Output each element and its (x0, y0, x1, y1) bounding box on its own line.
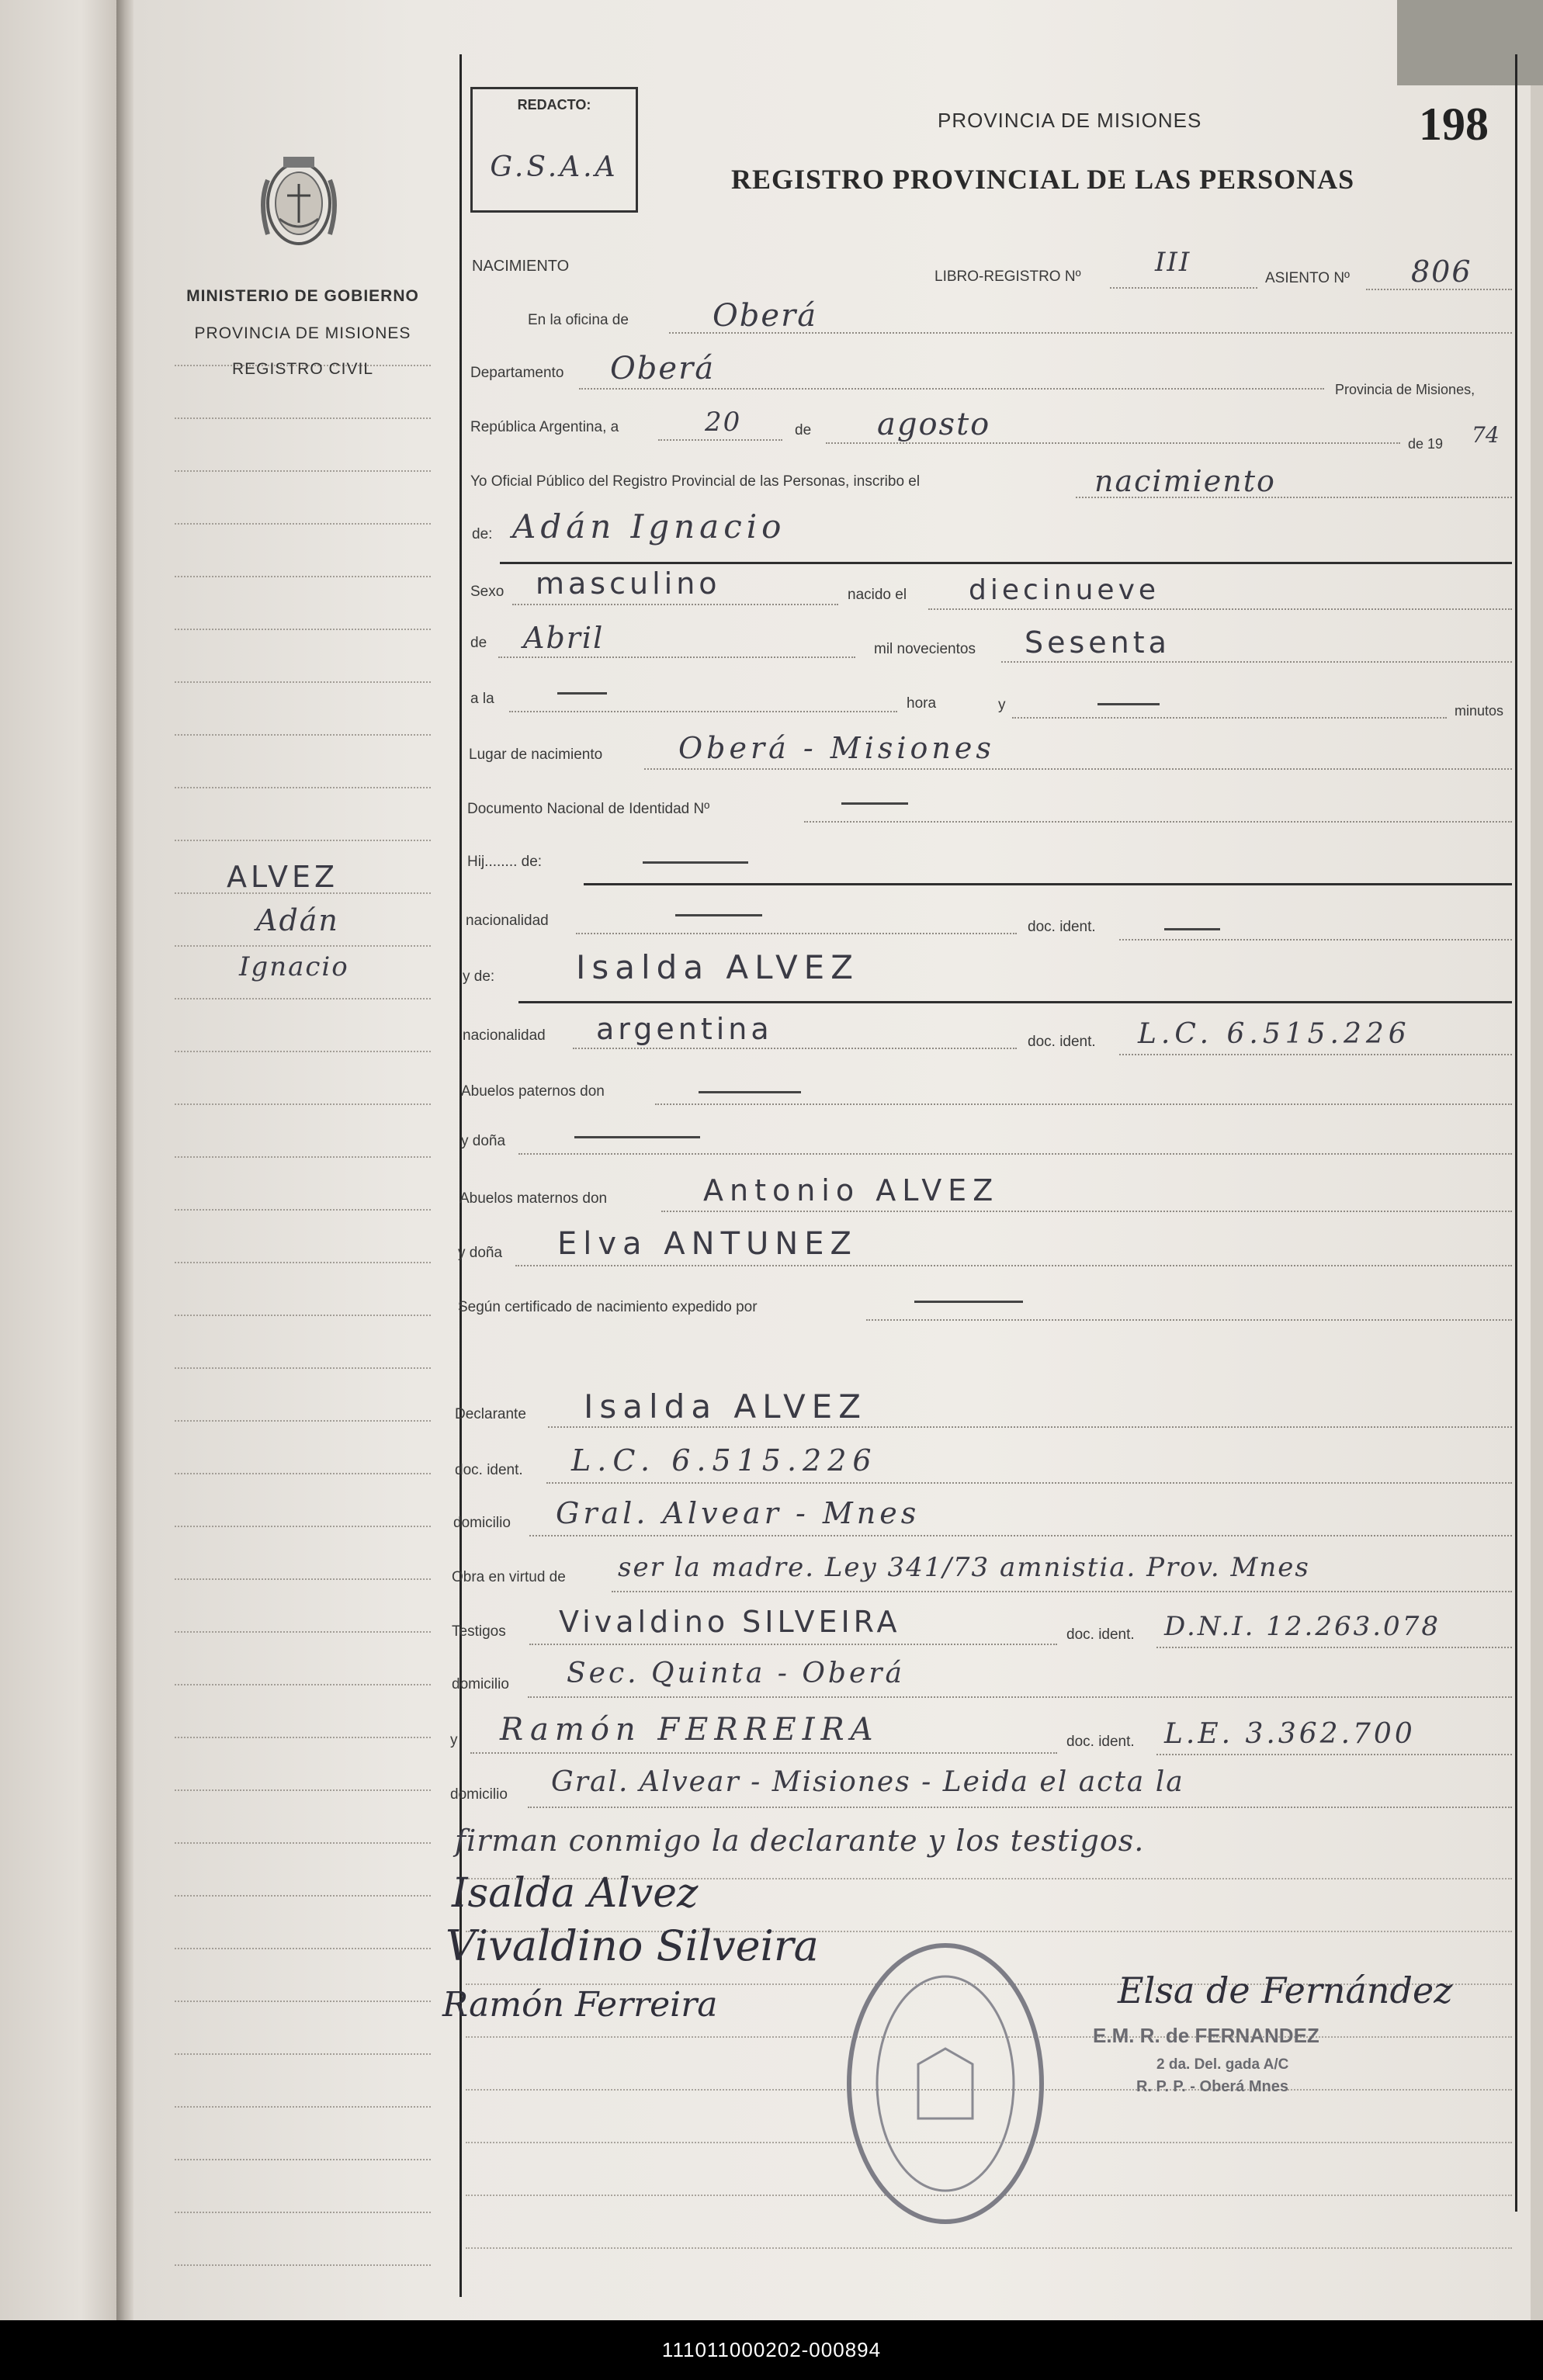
sexo-value: masculino (536, 566, 721, 601)
domicilio-declarante-line (529, 1535, 1512, 1536)
republica-label: República Argentina, a (470, 419, 619, 435)
domicilio-testigo2-label: domicilio (450, 1786, 508, 1803)
margin-ruled-line (175, 2053, 431, 2055)
margin-first-name: Adán (256, 903, 339, 937)
de-anio-label: de 19 (1408, 436, 1444, 452)
signature-declarante: Isalda Alvez (452, 1870, 699, 1917)
margin-ruled-line (175, 417, 431, 419)
testigo1-line (529, 1644, 1057, 1645)
doc-testigo1-label: doc. ident. (1066, 1627, 1135, 1643)
province-emblem (252, 149, 345, 258)
abuelos-paternos-label: Abuelos paternos don (461, 1083, 605, 1100)
minutos-line (1012, 717, 1447, 719)
minutos-dash (1097, 703, 1160, 705)
libro-value: III (1155, 247, 1191, 278)
yo-oficial-label: Yo Oficial Público del Registro Provincial de las Personas, inscribo el (470, 473, 921, 490)
emblem-icon (252, 149, 345, 258)
abuela-paterna-dash (574, 1136, 700, 1138)
nacido-mes-line (498, 656, 855, 658)
nacido-line (928, 608, 1512, 610)
lugar-value: Oberá - Misiones (678, 731, 995, 765)
obra-label: Obra en virtud de (452, 1569, 566, 1585)
doc-declarante-label: doc. ident. (455, 1462, 523, 1478)
page-corner-background (1397, 0, 1543, 85)
y-dona-paterna-label: y doña (461, 1133, 506, 1149)
testigo1-doc-value: D.N.I. 12.263.078 (1164, 1611, 1441, 1642)
margin-ruled-line (175, 945, 431, 947)
domicilio-testigo2-line (528, 1807, 1512, 1808)
doc-testigo1-line (1156, 1647, 1512, 1648)
margin-ruled-line (175, 2264, 431, 2266)
departamento-value: Oberá (610, 351, 716, 386)
libro-label: LIBRO-REGISTRO Nº (934, 268, 1081, 285)
abuela-materna-line (515, 1265, 1512, 1266)
official-stamp-office: R. P. P. - Oberá Mnes (1136, 2078, 1289, 2095)
abuelos-maternos-label: Abuelos maternos don (459, 1190, 608, 1207)
declarante-value: Isalda ALVEZ (584, 1387, 867, 1426)
margin-ruled-line (175, 470, 431, 472)
margin-ruled-line (175, 2106, 431, 2108)
madre-nacionalidad-value: argentina (596, 1012, 773, 1046)
lugar-label: Lugar de nacimiento (469, 747, 603, 763)
obra-value: ser la madre. Ley 341/73 amnistia. Prov. Mnes (618, 1552, 1310, 1583)
redacto-box (470, 87, 638, 213)
margin-ruled-line (175, 787, 431, 788)
margin-ruled-line (175, 1737, 431, 1738)
sexo-label: Sexo (470, 584, 505, 600)
margin-ruled-line (175, 629, 431, 630)
segun-line (866, 1319, 1512, 1321)
registry-title: REGISTRO PROVINCIAL DE LAS PERSONAS (731, 164, 1355, 195)
ministerio-label: MINISTERIO DE GOBIERNO (186, 287, 419, 305)
official-stamp-name: E.M. R. de FERNANDEZ (1093, 2024, 1319, 2047)
departamento-line (579, 388, 1324, 390)
dia-value: 20 (705, 407, 742, 438)
padre-dash (643, 861, 748, 864)
abuela-materna-value: Elva ANTUNEZ (557, 1226, 858, 1262)
madre-value: Isalda ALVEZ (576, 948, 859, 986)
testigo2-line (470, 1752, 1057, 1754)
y-dona-materna-label: y doña (458, 1245, 503, 1261)
a-la-label: a la (470, 691, 494, 707)
minutos-label: minutos (1455, 703, 1504, 719)
oficina-value: Oberá (713, 298, 818, 334)
de-mes-label: de (795, 422, 812, 438)
anio-value: 74 (1472, 422, 1500, 448)
nacido-anio-line (1001, 661, 1512, 663)
margin-ruled-line (175, 1262, 431, 1263)
nacionalidad-padre-label: nacionalidad (466, 913, 549, 929)
doc-padre-dash (1164, 928, 1220, 930)
nacido-label: nacido el (848, 587, 907, 603)
abuelo-paterno-dash (699, 1091, 801, 1093)
sexo-line (512, 604, 838, 605)
margin-ruled-line (175, 523, 431, 525)
y-de-label: y de: (463, 968, 495, 985)
nacionalidad-padre-line (576, 933, 1017, 934)
previous-page (0, 0, 116, 2320)
obra-line (612, 1591, 1512, 1592)
de-nombre-label: de: (472, 526, 493, 542)
hora-label: hora (907, 695, 937, 712)
margin-ruled-line (175, 1367, 431, 1369)
margin-second-name: Ignacio (239, 951, 349, 982)
domicilio-testigo1-label: domicilio (452, 1676, 509, 1692)
nacido-dia-value: diecinueve (969, 574, 1160, 606)
margin-ruled-line (175, 1684, 431, 1685)
asiento-label: ASIENTO Nº (1265, 270, 1350, 286)
doc-madre-label: doc. ident. (1028, 1034, 1096, 1050)
mil-novecientos-label: mil novecientos (874, 641, 976, 657)
book-gutter (116, 0, 133, 2320)
margin-ruled-line (175, 1631, 431, 1633)
testigo2-domicilio-value: Gral. Alvear - Misiones - Leida el acta la (551, 1766, 1184, 1798)
tipo-value: nacimiento (1094, 464, 1276, 498)
asiento-value: 806 (1411, 255, 1472, 289)
margin-ruled-line (175, 1526, 431, 1527)
signature-testigo2: Ramón Ferreira (442, 1985, 718, 2025)
nacionalidad-madre-line (573, 1048, 1017, 1049)
closing-text: firman conmigo la declarante y los testigos. (455, 1824, 1145, 1858)
nombre-value: Adán Ignacio (512, 508, 786, 546)
domicilio-declarante-label: domicilio (453, 1515, 511, 1531)
province-title: PROVINCIA DE MISIONES (938, 109, 1202, 132)
mes-line (826, 442, 1400, 444)
margin-ruled-line (175, 998, 431, 999)
dni-dash (841, 802, 908, 805)
redacto-label: REDACTO: (517, 97, 591, 113)
libro-line (1110, 287, 1257, 289)
margin-ruled-line (175, 1842, 431, 1844)
nacionalidad-padre-dash (675, 914, 762, 916)
testigo2-doc-value: L.E. 3.362.700 (1164, 1718, 1416, 1750)
dni-label: Documento Nacional de Identidad Nº (467, 801, 710, 817)
hora-line (509, 711, 897, 712)
provincia-label: PROVINCIA DE MISIONES (194, 324, 411, 342)
testigo2-value: Ramón FERREIRA (500, 1712, 879, 1748)
y-minutos-label: y (998, 697, 1006, 713)
seal-icon (844, 1940, 1046, 2227)
departamento-label: Departamento (470, 365, 564, 381)
doc-testigo2-label: doc. ident. (1066, 1734, 1135, 1750)
hora-dash (557, 692, 607, 695)
nombre-line (500, 562, 1512, 564)
margin-ruled-line (175, 1473, 431, 1474)
abuela-paterna-line (518, 1153, 1512, 1155)
right-border (1515, 54, 1517, 2212)
testigo1-value: Vivaldino SILVEIRA (559, 1605, 901, 1639)
margin-ruled-line (175, 576, 431, 577)
nacionalidad-madre-label: nacionalidad (463, 1027, 546, 1044)
mes-value: agosto (877, 407, 991, 442)
dia-line (658, 439, 782, 441)
testigo1-domicilio-value: Sec. Quinta - Oberá (567, 1658, 905, 1689)
doc-padre-label: doc. ident. (1028, 919, 1096, 935)
oficina-label: En la oficina de (528, 312, 629, 328)
margin-ruled-line (175, 1895, 431, 1897)
declarante-domicilio-value: Gral. Alvear - Mnes (556, 1496, 921, 1530)
margin-ruled-line (175, 1051, 431, 1052)
page-number: 198 (1419, 99, 1489, 150)
margin-ruled-line (175, 1315, 431, 1316)
doc-madre-line (1119, 1054, 1512, 1055)
declarante-doc-value: L.C. 6.515.226 (571, 1443, 878, 1478)
provincia-misiones-label: Provincia de Misiones, (1335, 382, 1475, 397)
registro-civil-label: REGISTRO CIVIL (231, 360, 374, 378)
abuelo-paterno-line (655, 1103, 1512, 1105)
margin-ruled-line (175, 1209, 431, 1211)
segun-label: Según certificado de nacimiento expedido por (458, 1299, 758, 1315)
margin-ruled-line (175, 1578, 431, 1580)
margin-ruled-line (175, 1103, 431, 1105)
body-ruled-line (466, 2247, 1512, 2249)
margin-ruled-line (175, 1948, 431, 1949)
madre-line (518, 1001, 1512, 1003)
margin-ruled-line (175, 840, 431, 841)
y-testigo2-label: y (450, 1732, 458, 1748)
madre-doc-value: L.C. 6.515.226 (1138, 1018, 1411, 1050)
margin-ruled-line (175, 2159, 431, 2160)
nacido-mes-value: Abril (523, 621, 605, 655)
declarante-label: Declarante (455, 1406, 526, 1422)
testigos-label: Testigos (452, 1623, 506, 1640)
nacimiento-label: NACIMIENTO (472, 258, 570, 275)
margin-ruled-line (175, 1420, 431, 1422)
signature-testigo1: Vivaldino Silveira (446, 1921, 819, 1970)
official-stamp-role: 2 da. Del. gada A/C (1156, 2056, 1289, 2073)
asiento-line (1366, 289, 1512, 290)
de-mes-nac-label: de (470, 635, 487, 651)
redacto-value: G.S.A.A (490, 151, 619, 183)
margin-ruled-line (175, 681, 431, 683)
hij-de-label: Hij........ de: (467, 854, 543, 870)
doc-padre-line (1119, 939, 1512, 941)
image-id-footer: 111011000202-000894 (0, 2320, 1543, 2380)
abuelo-materno-value: Antonio ALVEZ (703, 1173, 1000, 1207)
padre-line (584, 883, 1512, 885)
segun-dash (914, 1301, 1023, 1303)
margin-surname: ALVEZ (227, 860, 339, 894)
abuelo-materno-line (661, 1211, 1512, 1212)
margin-ruled-line (175, 2212, 431, 2213)
margin-ruled-line (175, 1789, 431, 1791)
margin-ruled-line (175, 2001, 431, 2002)
signature-oficial: Elsa de Fernández (1118, 1969, 1453, 2011)
lugar-line (644, 768, 1512, 770)
margin-ruled-line (175, 1156, 431, 1158)
nacido-anio-value: Sesenta (1025, 625, 1170, 660)
declarante-line (548, 1426, 1512, 1428)
domicilio-testigo1-line (528, 1696, 1512, 1698)
dni-line (804, 821, 1512, 823)
doc-testigo2-line (1156, 1754, 1512, 1755)
oval-seal (844, 1940, 1046, 2227)
doc-declarante-line (546, 1482, 1512, 1484)
margin-ruled-line (175, 734, 431, 736)
